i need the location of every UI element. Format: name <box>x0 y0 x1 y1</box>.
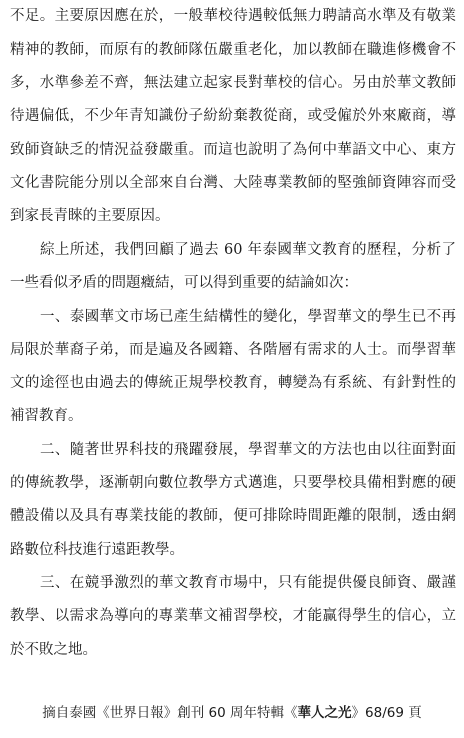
paragraph-line: 路數位科技進行遠距教學。 <box>10 542 184 558</box>
paragraph-line: 多，水準參差不齊，無法建立起家長對華校的信心。另由於華文教師 <box>10 75 456 91</box>
paragraph-line: 致師資缺乏的情況益發嚴重。而這也說明了為何中華語文中心、東方 <box>10 142 456 158</box>
paragraph-line: 一些看似矛盾的問題癥結，可以得到重要的結論如次： <box>10 275 358 291</box>
paragraph-line: 體設備以及具有專業技能的教師，便可排除時間距離的限制，透由網 <box>10 508 456 524</box>
paragraph-line: 精神的教師，而原有的教師隊伍嚴重老化，加以教師在職進修機會不 <box>10 42 456 58</box>
paragraph-line: 一、泰國華文市场已產生結構性的變化，學習華文的學生已不再 <box>40 309 456 325</box>
paragraph-line: 文化書院能分別以全部來自台灣、大陸專業教師的堅強師資陣容而受 <box>10 175 456 191</box>
paragraph-line: 不足。主要原因應在於，一般華校待遇較低無力聘請高水準及有敬業 <box>10 8 456 24</box>
paragraph-line: 於不敗之地。 <box>10 642 97 658</box>
paragraph-line: 教學、以需求為導向的專業華文補習學校，才能赢得學生的信心，立 <box>10 608 456 624</box>
citation-prefix: 摘自泰國《世界日報》創刊 60 周年特輯《 <box>42 705 298 721</box>
paragraph-line: 文的途徑也由過去的傳統正規學校教育，轉變為有系統、有針對性的 <box>10 375 456 391</box>
paragraph-line: 待遇偏低，不少年青知識份子紛紛棄教從商，或受僱於外來廠商，導 <box>10 108 456 124</box>
paragraph-line: 局限於華裔子弟，而是遍及各國籍、各階層有需求的人士。而學習華 <box>10 342 456 358</box>
source-citation <box>0 704 464 722</box>
paragraph-line: 三、在競爭激烈的華文教育市場中，只有能提供優良師資、嚴謹 <box>40 575 456 591</box>
paragraph-line: 補習教育。 <box>10 408 83 424</box>
publication-title: 華人之光 <box>297 705 352 721</box>
paragraph-line: 的傳統教學，逐漸朝向數位教學方式邁進，只要學校具備相對應的硬 <box>10 475 456 491</box>
paragraph-line: 到家長青睞的主要原因。 <box>10 208 170 224</box>
paragraph-line: 二、隨著世界科技的飛躍發展，學習華文的方法也由以往面對面 <box>40 442 456 458</box>
citation-suffix: 》68/69 頁 <box>351 705 422 721</box>
paragraph-line: 綜上所述，我們回顧了過去 60 年泰國華文教育的歷程，分析了 <box>40 242 456 258</box>
